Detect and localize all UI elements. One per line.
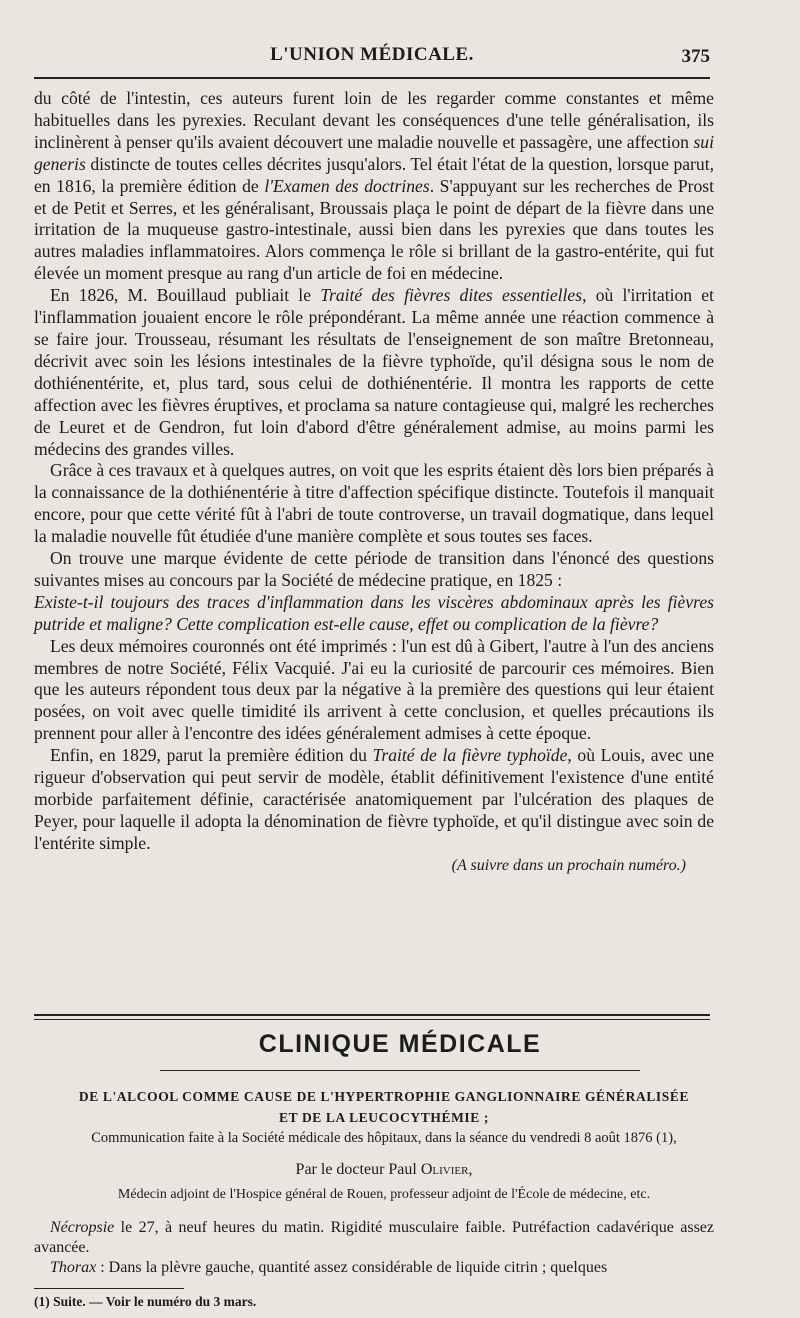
- author-prefix: Par le docteur Paul: [295, 1161, 421, 1178]
- italic-run: Traité de la fièvre typhoïde: [372, 745, 568, 766]
- italic-run: Traité des fièvres dites essentielles: [320, 285, 583, 306]
- paragraph-5: Les deux mémoires couronnés ont été imprimés : l'un est dû à Gibert, l'autre à l'un des anciens membres de notre Société, Félix Vacquié. J'ai eu la curiosité de parcourir ces mémoires. Bien que les auteurs répondent tous deux par la négative à la première des questions qui leur étaient posées, on voit avec quelle timidité ils arrivent à cette conclusion, et quelles précautions ils prennent pour aller à l'encontre des idées généralement admises à cette époque.: [34, 635, 714, 744]
- text-run: En 1826, M. Bouillaud publiait le: [50, 285, 321, 306]
- article-title: [34, 1086, 734, 1128]
- paragraph-4-question: Existe-t-il toujours des traces d'inflammation dans les viscères abdominaux après les fièvres putride et maligne? Cette complication est-elle cause, effet ou complication de la fièvre?: [34, 591, 714, 634]
- italic-run: Nécropsie: [50, 1219, 115, 1236]
- text-run: , où Louis, avec une rigueur d'observation qui peut servir de modèle, établit définitivement l'existence d'une entité morbide parfaitement définie, caractérisée anatomiquement par l'ulcération des plaques de Peyer, pour laquelle il adopta la dénomination de fièvre typhoïde, et qu'il distingue avec soin de l'entérite simple.: [34, 745, 715, 853]
- running-title: L'UNION MÉDICALE.: [270, 44, 474, 65]
- section-title-rule: [160, 1070, 640, 1071]
- footnote: (1) Suite. — Voir le numéro du 3 mars.: [34, 1294, 257, 1309]
- text-run: le 27, à neuf heures du matin. Rigidité musculaire faible. Putréfaction cadavérique assez avancée.: [34, 1219, 714, 1256]
- author-affiliation: Médecin adjoint de l'Hospice général de Rouen, professeur adjoint de l'École de médecine, etc.: [117, 1187, 651, 1202]
- to-be-continued: (A suivre dans un prochain numéro.): [451, 856, 686, 874]
- paragraph-6: [34, 745, 714, 855]
- article-continuation: [34, 88, 714, 877]
- page-number: 375: [681, 46, 710, 67]
- text-run: du côté de l'intestin, ces auteurs furent loin de les regarder comme constantes et même habituelles dans les pyrexies. Reculant devant les conséquences d'une telle généralisation, ils inclinèrent à penser qu'ils avaient découvert une maladie nouvelle et passagère, une affection: [34, 88, 714, 152]
- page-header: [34, 44, 710, 72]
- author-line: [34, 1161, 734, 1179]
- paragraph-1: [34, 88, 714, 285]
- author-surname: Olivier: [420, 1161, 469, 1178]
- thorax-paragraph: [34, 1258, 714, 1278]
- paragraph-2: [34, 285, 714, 460]
- text-run: , où l'irritation et l'inflammation jouaient encore le rôle prépondérant. La même année une réaction commence à se faire jour. Trousseau, résumant les résultats de l'enseignement de son maître Bretonneau, décrivit avec soin les lésions intestinales de la fièvre typhoïde, qu'il désigna sous le nom de dothiénentérite, et, plus tard, sous celui de dothiénentérie. Il montra les rapports de cette affection avec les fièvres éruptives, et proclama sa nature contagieuse qui, malgré les recherches de Leuret et de Gendron, fut loin d'abord d'être généralement admise, au moins parmi les médecins des grandes villes.: [34, 285, 714, 459]
- section-title: CLINIQUE MÉDICALE: [258, 1030, 542, 1058]
- article-title-line-2: ET DE LA LEUCOCYTHÉMIE ;: [279, 1110, 489, 1125]
- text-run: . S'appuyant sur les recherches de Prost et de Petit et Serres, et les généralisant, Broussais plaça le point de départ de la fièvre dans une irritation de la muqueuse gastro-intestinale, aussi bien dans les pyrexies que dans toutes les autres maladies inflammatoires. Alors commença le rôle si brillant de la gastro-entérite, qui fut élevée un moment presque au rang d'un article de foi en médecine.: [34, 175, 715, 284]
- footnote-rule: [34, 1288, 184, 1289]
- header-rule: [34, 77, 710, 79]
- necropsy-text: [34, 1218, 714, 1278]
- author-suffix: ,: [468, 1161, 473, 1178]
- necropsy-paragraph: [34, 1218, 714, 1258]
- communication-note: Communication faite à la Société médicale des hôpitaux, dans la séance du vendredi 8 août 1876 (1),: [91, 1130, 677, 1146]
- article-title-line-1: DE L'ALCOOL COMME CAUSE DE L'HYPERTROPHIE GANGLIONNAIRE GÉNÉRALISÉE: [78, 1089, 690, 1104]
- italic-run: Thorax: [50, 1259, 97, 1276]
- paragraph-3: Grâce à ces travaux et à quelques autres, on voit que les esprits étaient dès lors bien préparés à la connaissance de la dothiénentérie à titre d'affection spécifique distincte. Toutefois il manquait encore, pour que cette vérité fût à l'abri de toute controverse, un travail dogmatique, dans lequel la maladie nouvelle fût étudiée d'une manière complète et sous toutes ses faces.: [34, 460, 714, 547]
- section-rule-top: [34, 1014, 710, 1016]
- paragraph-4: On trouve une marque évidente de cette période de transition dans l'énoncé des questions suivantes mises au concours par la Société de médecine pratique, en 1825 :: [34, 548, 714, 590]
- italic-run: l'Examen des doctrines: [264, 175, 430, 196]
- italic-run: sui generis: [34, 131, 714, 174]
- section-rule-bottom: [34, 1019, 710, 1020]
- text-run: distincte de toutes celles décrites jusqu'alors. Tel était l'état de la question, lorsque parut, en 1816, la première édition de: [34, 153, 714, 196]
- text-run: Enfin, en 1829, parut la première édition du: [50, 745, 373, 766]
- text-run: : Dans la plèvre gauche, quantité assez considérable de liquide citrin ; quelques: [96, 1259, 608, 1276]
